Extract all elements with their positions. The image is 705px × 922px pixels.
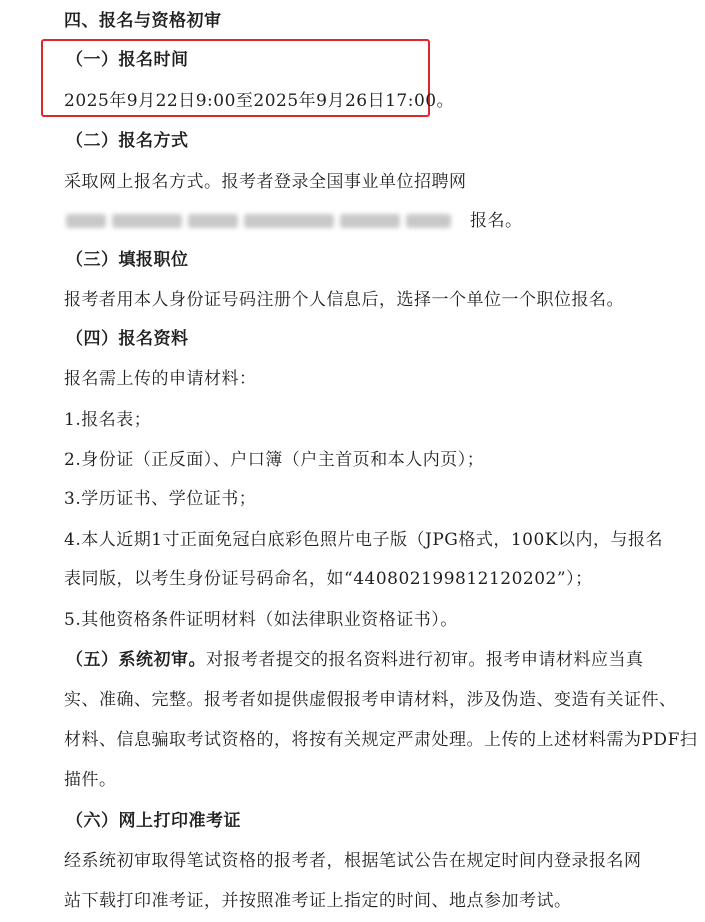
registration-method-line2: 报名。 [470, 211, 523, 231]
system-review-line: 材料、信息骗取考试资格的，将按有关规定严肃处理。上传的上述材料需为PDF扫 [64, 730, 698, 750]
system-review-line1 [66, 649, 644, 671]
registration-time-title: （一）报名时间 [66, 50, 189, 70]
system-review-title: （五）系统初审。 [66, 650, 206, 670]
admission-ticket-line: 站下载打印准考证，并按照准考证上指定的时间、地点参加考试。 [64, 891, 572, 911]
materials-item: 3.学历证书、学位证书； [64, 489, 257, 509]
system-review-line: 描件。 [64, 770, 117, 790]
registration-method-title: （二）报名方式 [66, 131, 189, 151]
system-review-line1-text: 对报考者提交的报名资料进行初审。报考申请材料应当真 [206, 650, 644, 670]
admission-ticket-line: 经系统初审取得笔试资格的报考者，根据笔试公告在规定时间内登录报名网 [64, 851, 642, 871]
materials-item: 5.其他资格条件证明材料（如法律职业资格证书）。 [64, 610, 458, 630]
materials-intro: 报名需上传的申请材料： [64, 369, 257, 389]
position-body: 报考者用本人身份证号码注册个人信息后，选择一个单位一个职位报名。 [64, 290, 624, 310]
materials-item: 表同版，以考生身份证号码命名，如“440802199812120202”）； [64, 569, 593, 589]
registration-method-line1: 采取网上报名方式。报考者登录全国事业单位招聘网 [64, 172, 467, 192]
admission-ticket-title: （六）网上打印准考证 [66, 811, 241, 831]
system-review-line: 实、准确、完整。报考者如提供虚假报考申请材料，涉及伪造、变造有关证件、 [64, 690, 677, 710]
materials-item: 2.身份证（正反面）、户口簿（户主首页和本人内页）； [64, 450, 485, 470]
materials-item: 4.本人近期1寸正面免冠白底彩色照片电子版（JPG格式，100K以内，与报名 [64, 530, 664, 550]
materials-item: 1.报名表； [64, 410, 152, 430]
position-title: （三）填报职位 [66, 250, 189, 270]
registration-time-body: 2025年9月22日9:00至2025年9月26日17:00。 [64, 91, 455, 111]
materials-title: （四）报名资料 [66, 329, 189, 349]
blurred-url [66, 210, 466, 232]
section-heading: 四、报名与资格初审 [64, 11, 222, 31]
